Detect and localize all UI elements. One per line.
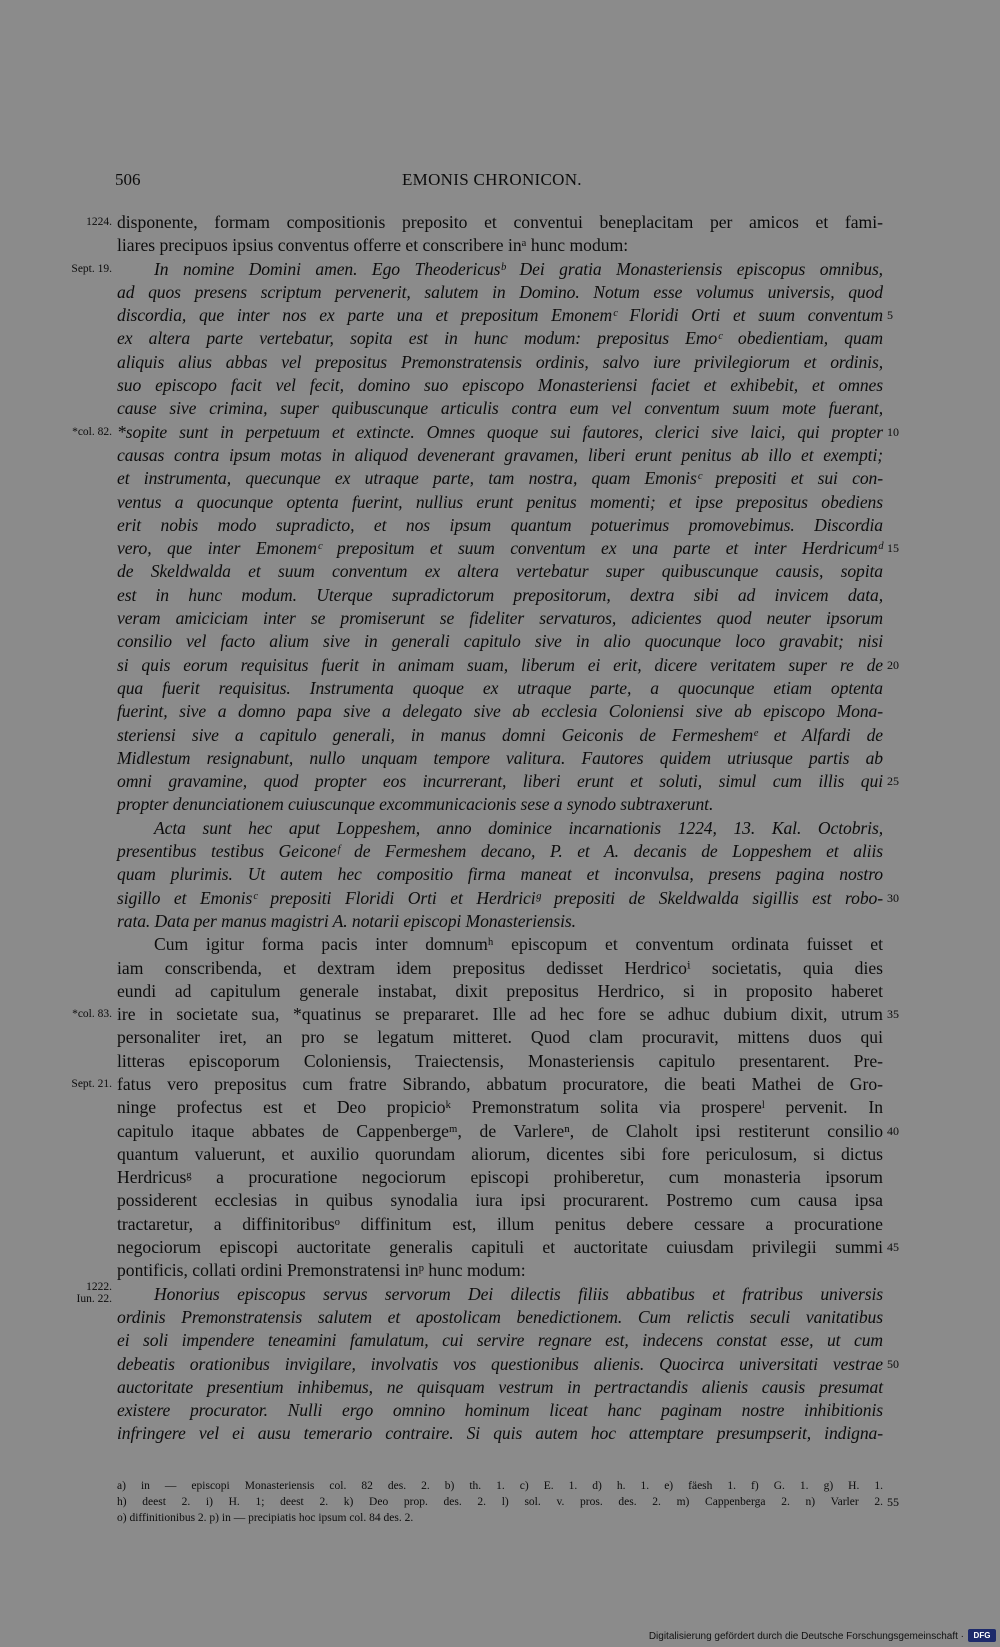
text-line [0,444,1000,467]
line-text: ordinis Premonstratensis salutem et apostolicam benedictionem. Cum relictis seculi vanitatibus [117,1306,883,1327]
line-text: *sopite sunt in perpetuum et extincte. Omnes quoque sui fautores, clerici sive laici, qui propter [117,421,883,442]
line-text: infringere vel ei ausu temerario contraire. Si quis autem hoc attemptare presumpserit, indigna- [117,1423,883,1444]
line-text: personaliter iret, an pro se legatum mitteret. Quod clam procuravit, mittens duos qui [117,1027,883,1048]
line-number: 10 [887,424,899,439]
text-line [0,933,1000,956]
footnote-text: h) deest 2. i) H. 1; deest 2. k) Deo prop. des. 2. l) sol. v. pros. des. 2. m) Cappenberga 2. n) Varler 2. [117,1496,883,1508]
digitization-credit: Digitalisierung gefördert durch die Deutsche Forschungsgemeinschaft · [648,1631,964,1642]
line-text: si quis eorum requisitus fuerit in animam suam, liberum ei erit, dicere veritatem super re de [117,654,883,675]
footnote-line [117,1510,883,1526]
text-line [0,1376,1000,1399]
line-number: 35 [887,1007,899,1022]
text-line [0,1353,1000,1376]
line-number: 45 [887,1240,899,1255]
margin-note: *col. 82. [72,425,112,438]
text-line [0,887,1000,910]
text-line [0,327,1000,350]
margin-note: 1224. [86,216,112,228]
text-line [0,1120,1000,1143]
margin-note: *col. 83. [72,1008,112,1021]
line-text: est in hunc modum. Uterque supradictorum prepositorum, dextra sibi ad invicem data, [117,584,883,605]
footnotes [117,1478,899,1526]
footnote-text: a) in — episcopi Monasteriensis col. 82 des. 2. b) th. 1. c) E. 1. d) h. 1. e) fäesh 1. f) G. 1. g) H. 1. [117,1480,883,1492]
line-text: litteras episcoporum Coloniensis, Traiectensis, Monasteriensis capitulo presentarent. Pre- [117,1050,883,1071]
text-line [0,421,1000,444]
line-number: 20 [887,657,899,672]
text-line [0,677,1000,700]
text-line [0,584,1000,607]
dfg-logo-text: DFG [973,1631,991,1640]
text-line [0,1280,1000,1306]
line-text: ire in societate sua, *quatinus se prepararet. Ille ad hec fore se adhuc dubium dixit, utrum [117,1004,883,1025]
text-line [0,770,1000,793]
text-line [0,1236,1000,1259]
line-text: sigillo et Emonisᶜ prepositi Floridi Orti et Herdriciᵍ prepositi de Skeldwalda sigillis est robo- [117,887,883,908]
text-line [0,957,1000,980]
text-line [0,1050,1000,1073]
footnote-line [117,1494,899,1510]
text-line [0,351,1000,374]
text-line [0,1422,1000,1445]
line-text: eundi ad capitulum generale instabat, dixit prepositus Herdrico, si in proposito haberet [117,980,883,1001]
line-text: quam plurimis. Ut autem hec compositio firma maneat et inconvulsa, presens pagina nostro [117,864,883,885]
text-line [0,281,1000,304]
text-line [0,747,1000,770]
text-line [0,607,1000,630]
line-text: et instrumenta, quecunque ex utraque parte, tam nostra, quam Emonisᶜ prepositi et sui con- [117,468,883,489]
footnote-line [117,1478,883,1494]
text-line [0,1189,1000,1212]
running-title: EMONIS CHRONICON. [402,170,582,189]
page-number: 506 [115,170,141,189]
text-line [0,1143,1000,1166]
text-line [0,1166,1000,1189]
line-text: consilio vel facto alium sive in generali capitulo sive in alio quocunque loco gravabit; nisi [117,631,883,652]
text-line [0,1259,1000,1282]
line-text: ninge profectus est et Deo propicioᵏ Premonstratum solita via prospereˡ pervenit. In [117,1097,883,1118]
line-number: 30 [887,890,899,905]
line-text: omni gravamine, quod propter eos incurrerant, liberi erunt et soluti, simul cum illis qui [117,771,883,792]
text-line [0,1003,1000,1026]
text-line [0,258,1000,281]
margin-note: Sept. 19. [71,262,112,275]
line-text: erit nobis modo supradicto, et nos ipsum quantum potuerimus promovebimus. Discordia [117,514,883,535]
line-text: veram amiciciam inter se promiserunt se fideliter servaturos, adicientes quod neuter ipsorum [117,608,883,629]
line-text: vero, que inter Emonemᶜ prepositum et suum conventum ex una parte et inter Herdricumᵈ [117,538,883,559]
line-text: Honorius episcopus servus servorum Dei dilectis filiis abbatibus et fratribus universis [154,1283,883,1304]
footnote-text: o) diffinitionibus 2. p) in — precipiatis hoc ipsum col. 84 des. 2. [117,1512,414,1524]
line-text: tractaretur, a diffinitoribusᵒ diffinitum est, illum penitus debere cessare a procuratione [117,1213,883,1234]
line-text: ventus a quocunque optenta fuerint, nullius erunt penitus momenti; et ipse prepositus obediens [117,491,883,512]
line-text: capitulo itaque abbates de Cappenbergeᵐ, de Varlereⁿ, de Claholt ipsi restiterunt consilio [117,1120,883,1141]
text-line [0,1213,1000,1236]
line-text: rata. Data per manus magistri A. notarii episcopi Monasteriensis. [117,910,576,931]
line-text: debeatis orationibus invigilare, involvatis vos questionibus alienis. Quocirca universitati vestrae [117,1353,883,1374]
line-text: disponente, formam compositionis preposito et conventui beneplacitam per amicos et fami- [117,212,883,232]
text-line [0,374,1000,397]
line-text: ei soli impendere teneamini famulatum, cui servire regnare est, indecens constat esse, ut cum [117,1330,883,1351]
line-text: fatus vero prepositus cum fratre Sibrando, abbatum procuratore, die beati Mathei de Gro- [117,1073,883,1094]
line-text: existere procurator. Nulli ergo omnino hominum liceat hanc paginam nostre inhibitionis [117,1400,883,1421]
text-line [0,863,1000,886]
text-line [0,980,1000,1003]
text-line [0,467,1000,490]
line-text: suo episcopo facit vel fecit, domino suo episcopo Monasteriensi faciet et exhibebit, et omnes [117,375,883,396]
text-line [0,724,1000,747]
line-text: cause sive crimina, super quibuscunque articulis contra eum vel conventum suum mote fuerant, [117,398,883,419]
margin-note: Sept. 21. [71,1077,112,1090]
line-text: propter denunciationem cuiuscunque excommunicacionis sese a synodo subtraxerunt. [117,794,714,815]
line-number: 55 [887,1495,899,1509]
text-line [0,654,1000,677]
text-line [0,1329,1000,1352]
text-line [0,630,1000,653]
line-number: 5 [887,308,893,323]
line-text: auctoritate presentium inhibemus, ne quisquam vestrum in pertractandis alienis causis presumat [117,1376,883,1397]
text-line [0,817,1000,840]
line-text: liares precipuos ipsius conventus offerre et conscribere inᵃ hunc modum: [117,235,629,256]
line-text: quantum valuerunt, et auxilio quorundam aliorum, dicentes sibi fore periculosum, si dictus [117,1143,883,1164]
text-line [0,397,1000,420]
line-text: ex altera parte vertebatur, sopita est in hunc modum: prepositus Emoᶜ obedientiam, quam [117,328,883,349]
line-text: Cum igitur forma pacis inter domnumʰ episcopum et conventum ordinata fuisset et [154,934,883,955]
line-text: steriensi sive a capitulo generali, in manus domni Geiconis de Fermeshemᵉ et Alfardi de [117,724,883,745]
line-text: iam conscribenda, et dextram idem prepositus dedisset Herdricoⁱ societatis, quia dies [117,957,883,978]
line-text: In nomine Domini amen. Ego Theodericusᵇ Dei gratia Monasteriensis episcopus omnibus, [154,258,883,279]
line-text: aliquis alius abbas vel prepositus Premonstratensis ordinis, salvo iure privilegiorum et ordinis, [117,351,883,372]
text-line [0,514,1000,537]
text-line [0,1096,1000,1119]
text-line [0,491,1000,514]
text-line [0,1399,1000,1422]
text-line [0,700,1000,723]
text-line [0,304,1000,327]
text-line [0,1073,1000,1096]
line-text: qua fuerit requisitus. Instrumenta quoque ex utraque parte, a quocunque etiam optenta [117,677,883,698]
line-text: pontificis, collati ordini Premonstratensi inᵖ hunc modum: [117,1260,526,1281]
line-text: possiderent ecclesias in quibus synodalia iura ipsi procurarent. Postremo cum causa ipsa [117,1190,883,1211]
line-text: Midlestum resignabunt, nullo unquam tempore valitura. Fautores quidem utriusque partis ab [117,747,883,768]
line-number: 15 [887,541,899,556]
text-line [0,1026,1000,1049]
text-line [0,910,1000,933]
text-line [0,793,1000,816]
line-text: fuerint, sive a domno papa sive a delegato sive ab ecclesia Coloniensi sive ab episcopo Mona- [117,701,883,722]
line-text: de Skeldwalda et suum conventum ex altera vertebatur super quibuscunque causis, sopita [117,561,883,582]
line-text: discordia, que inter nos ex parte una et prepositum Emonemᶜ Floridi Orti et suum conventum [117,305,883,326]
line-text: ad quos presens scriptum pervenerit, salutem in Domino. Notum esse volumus universis, quod [117,281,883,302]
line-text: Herdricusᵍ a procuratione negociorum episcopi prohiberetur, cum monasteria ipsorum [117,1167,883,1188]
main-text [0,211,1000,1446]
line-number: 50 [887,1356,899,1371]
line-text: causas contra ipsum motas in aliquod devenerant gravamen, liberi erunt penitus ab illo et exempti; [117,444,883,465]
line-text: negociorum episcopi auctoritate generalis capituli et auctoritate cuiusdam privilegii summi [117,1237,883,1258]
margin-note: 1222. Iun. 22. [76,1280,112,1305]
line-number: 25 [887,774,899,789]
dfg-logo [968,1629,996,1642]
line-number: 40 [887,1123,899,1138]
line-text: Acta sunt hec aput Loppeshem, anno dominice incarnationis 1224, 13. Kal. Octobris, [154,817,883,838]
text-line [0,560,1000,583]
line-text: presentibus testibus Geiconeᶠ de Fermeshem decano, P. et A. decanis de Loppeshem et aliis [117,841,883,862]
text-line [0,840,1000,863]
text-line [0,1306,1000,1329]
text-line [0,211,1000,234]
text-line [0,537,1000,560]
text-line [0,234,1000,257]
